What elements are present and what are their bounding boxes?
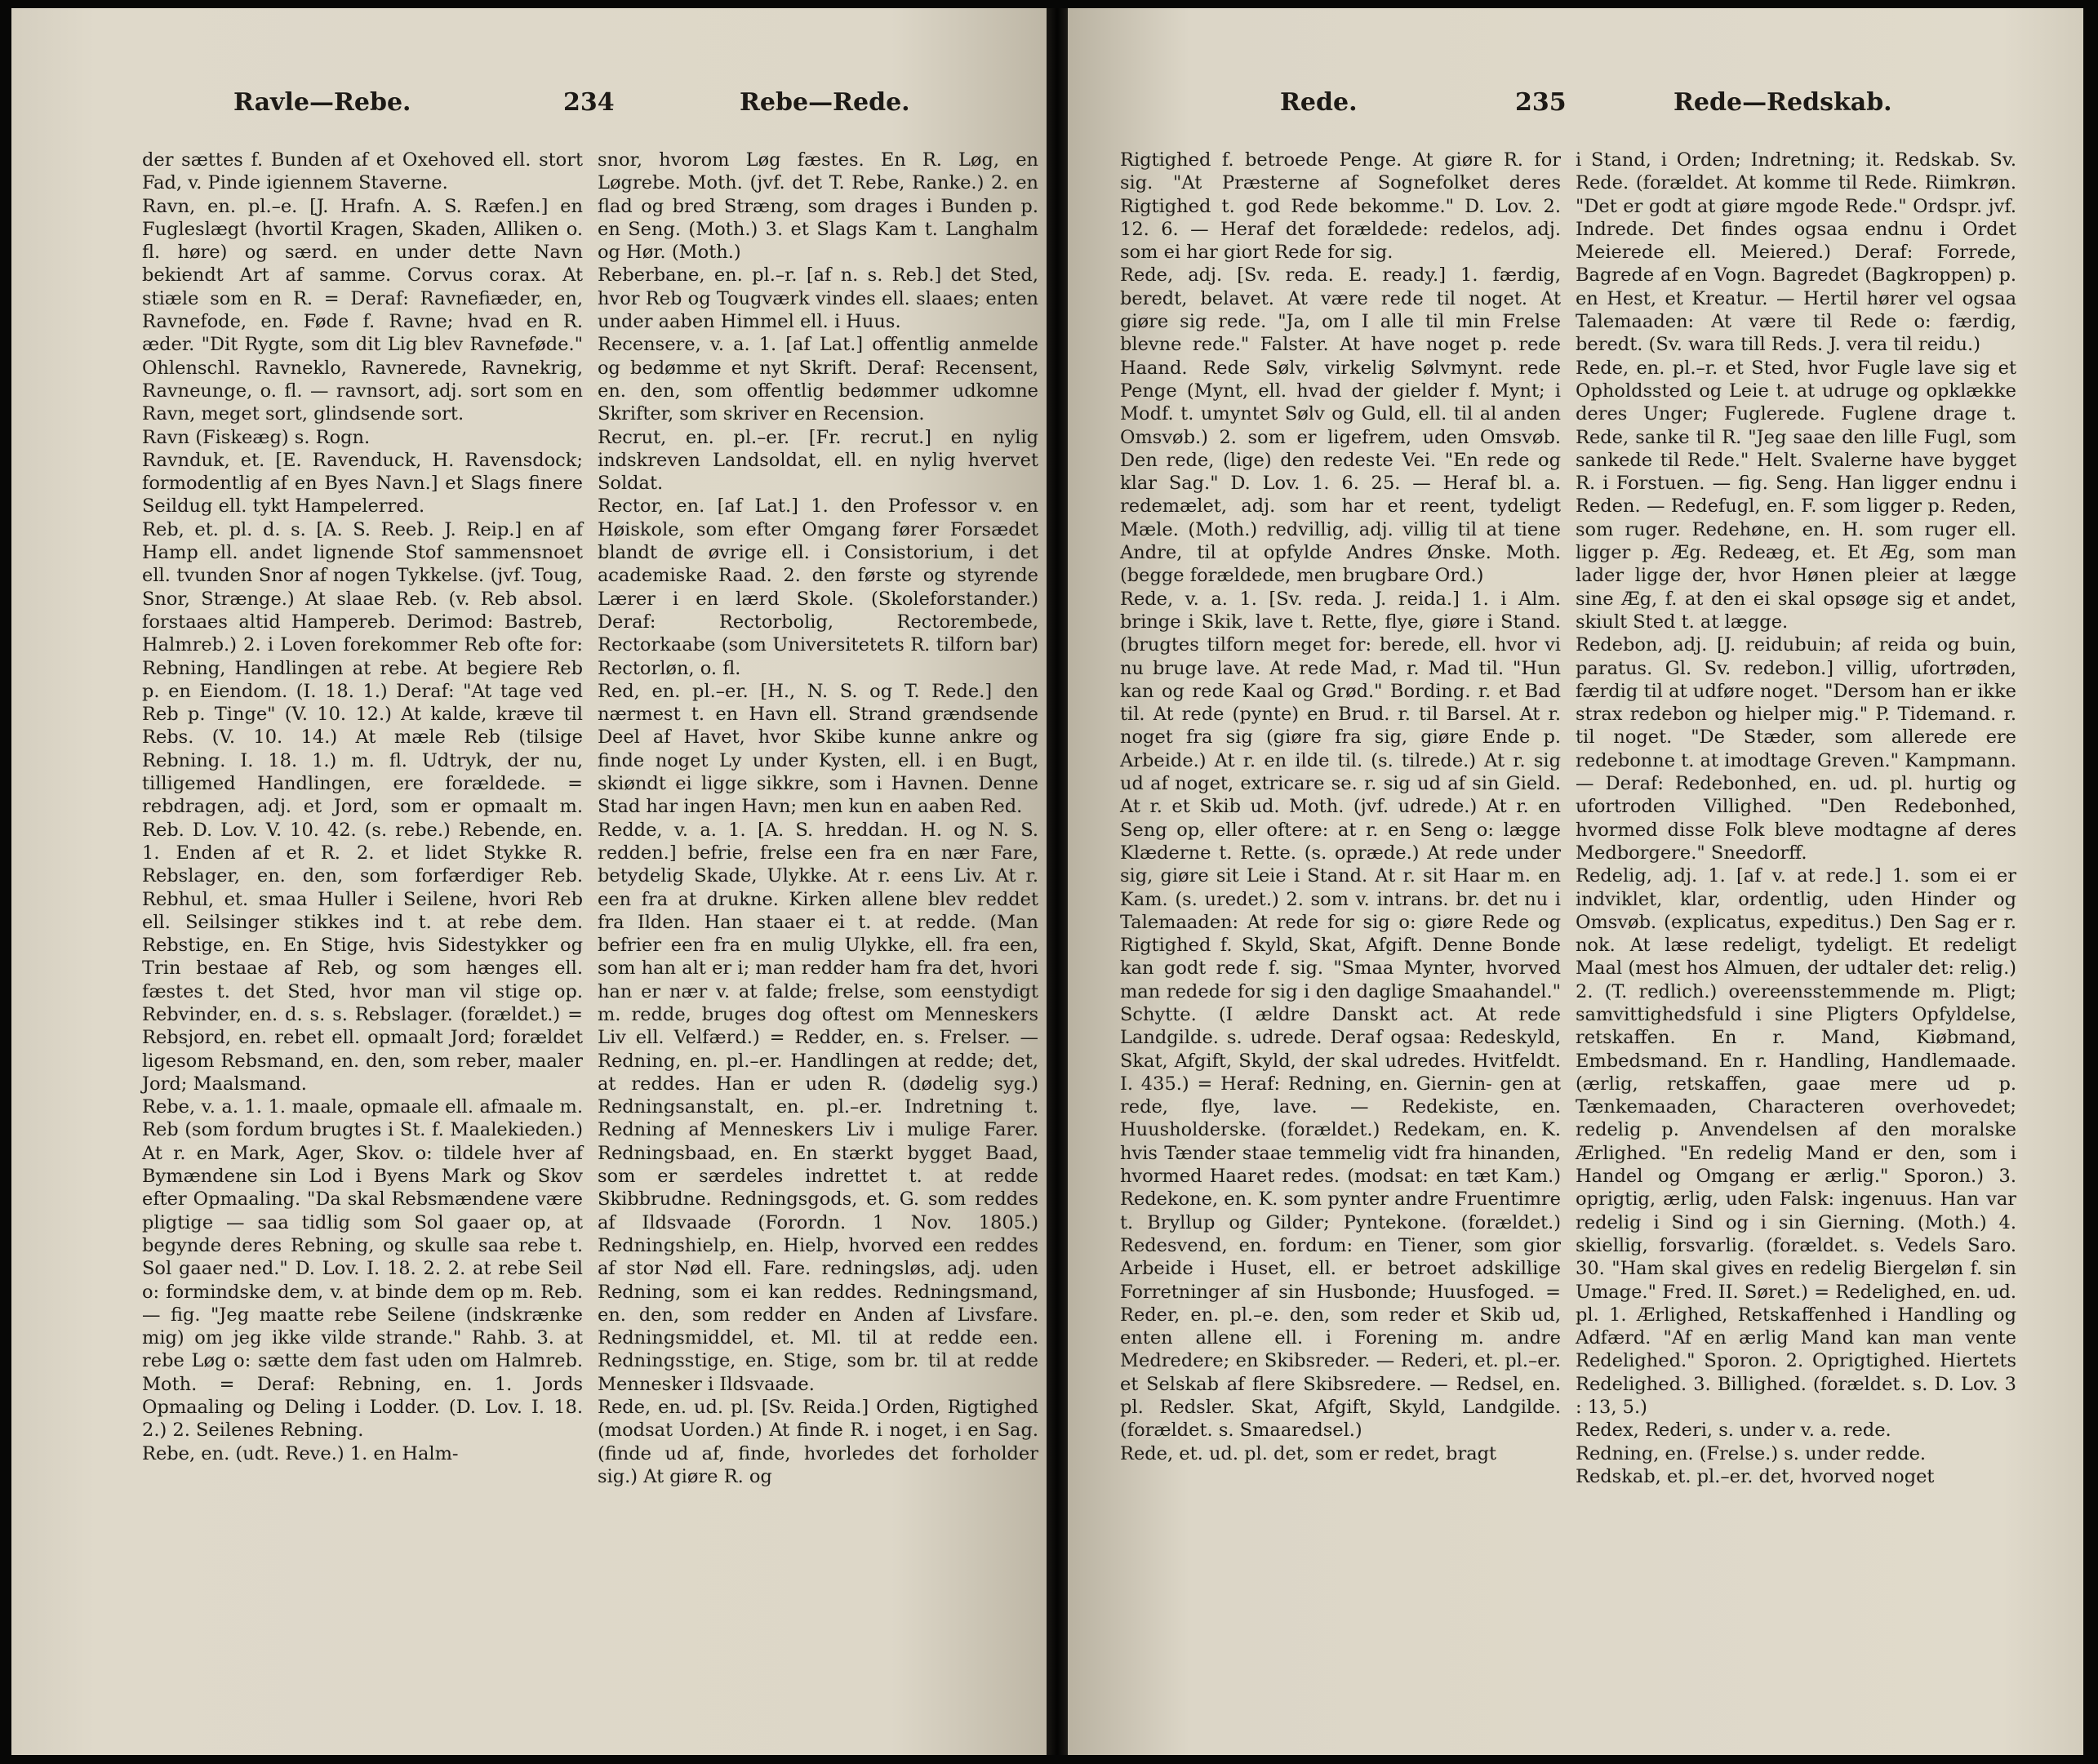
right-column-1: Rigtighed f. betroede Penge. At giøre R. for sig. "At Præsterne af Sognefolket deres Rigtighed t. god Rede bekomme." D. Lov. 2. 12. 6. — Heraf det forældede: redelos, adj. som ei har giort Rede for sig. Rede, adj. [Sv. reda. E. ready.] 1. færdig, beredt, belavet. At være rede til noget. At giøre sig rede. "Ja, om I alle til min Frelse blevne rede." Falster. At have noget p. rede Haand. Rede Sølv, virkelig Sølvmynt. rede Penge (Mynt, ell. hvad der gielder f. Mynt; i Modf. t. umyntet Sølv og Guld, ell. til al anden Omsvøb.) 2. som er ligefrem, uden Omsvøb. Den rede, (lige) den redeste Vei. "En rede og klar Sag." D. Lov. 1. 6. 25. — Heraf bl. a. redemælet, adj. som har et reent, tydeligt Mæle. (Moth.) redvillig, adj. villig til at tiene Andre, til at opfylde Andres Ønske. Moth. (begge forældede, men brugbare Ord.) Rede, v. a. 1. [Sv. reda. J. reida.] 1. i Alm. bringe i Skik, lave t. Rette, flye, giøre i Stand. (brugtes tilforn meget for: berede, ell. hvor vi nu bruge lave. At rede Mad, r. Mad til. "Hun kan og rede Kaal og Grød." Bording. r. et Bad til. At rede (pynte) en Brud. r. til Barsel. At r. noget fra sig (giøre fra sig, giøre Ende p. Arbeide.) At r. en ilde til. (s. tilrede.) At r. sig ud af noget, extricare se. r. sig ud af sin Gield. At r. et Skib ud. Moth. (jvf. udrede.) At r. en Seng op, eller oftere: at r. en Seng o: lægge Klæderne t. Rette. (s. opræde.) At rede under sig, giøre sit Leie i Stand. At r. sit Haar m. en Kam. (s. uredet.) 2. som v. intrans. br. det nu i Talemaaden: At rede for sig o: giøre Rede og Rigtighed f. Skyld, Skat, Afgift. Denne Bonde kan godt rede f. sig. "Smaa Mynter, hvorved man redede for sig i den daglige Smaahandel." Schytte. (I ældre Danskt act. At rede Landgilde. s. udrede. Deraf ogsaa: Redeskyld, Skat, Afgift, Skyld, der skal udredes. Hvitfeldt. I. 435.) = Heraf: Redning, en. Giernin- gen at rede, flye, lave. — Redekiste, en. Huusholderske. (forældet.) Redekam, en. K. hvis Tænder staae temmelig vidt fra hinanden, hvormed Haaret redes. (modsat: en tæt Kam.) Redekone, en. K. som pynter andre Fruentimre t. Bryllup og Gilder; Pyntekone. (forældet.) Redesvend, en. fordum: en Tiener, som gior Arbeide i Huset, ell. er betroet adskillige Forretninger af sin Husbonde; Huusfoged. = Reder, en. pl.–e. den, som reder et Skib ud, enten allene ell. i Forening m. andre Medredere; en Skibsreder. — Rederi, et. pl.–er. et Selskab af flere Skibsredere. — Redsel, en. pl. Redsler. Skat, Afgift, Skyld, Landgilde. (forældet. s. Smaaredsel.) Rede, et. ud. pl. det, som er redet, bragt [1120,149,1561,1464]
left-page [11,8,1047,1755]
header-left-guide: Rede. [1280,88,1358,117]
page-number-right: 235 [1515,88,1567,117]
left-column-1: der sættes f. Bunden af et Oxehoved ell. stort Fad, v. Pinde igiennem Staverne. Ravn, en. pl.–e. [J. Hrafn. A. S. Ræfen.] en Fugleslægt (hvortil Kragen, Skaden, Alliken o. fl. høre) og særd. en under dette Navn bekiendt Art af samme. Corvus corax. At stiæle som en R. = Deraf: Ravnefiæder, en, Ravnefode, en. Føde f. Ravne; hvad en R. æder. "Dit Rygte, som dit Lig blev Ravneføde." Ohlenschl. Ravneklo, Ravnerede, Ravnekrig, Ravneunge, o. fl. — ravnsort, adj. sort som en Ravn, meget sort, glindsende sort. Ravn (Fiskeæg) s. Rogn. Ravnduk, et. [E. Ravenduck, H. Ravensdock; formodentlig af en Byes Navn.] et Slags finere Seildug ell. tykt Hampelerred. Reb, et. pl. d. s. [A. S. Reeb. J. Reip.] en af Hamp ell. andet lignende Stof sammensnoet ell. tvunden Snor af nogen Tykkelse. (jvf. Toug, Snor, Strænge.) At slaae Reb. (v. Reb absol. forstaaes altid Hampereb. Derimod: Bastreb, Halmreb.) 2. i Loven forekommer Reb ofte for: Rebning, Handlingen at rebe. At begiere Reb p. en Eiendom. (I. 18. 1.) Deraf: "At tage ved Reb p. Tinge" (V. 10. 12.) At kalde, kræve til Rebs. (V. 10. 14.) At mæle Reb (tilsige Rebning. I. 18. 1.) m. fl. Udtryk, der nu, tilligemed Handlingen, ere forældede. = rebdragen, adj. et Jord, som er opmaalt m. Reb. D. Lov. V. 10. 42. (s. rebe.) Rebende, en. 1. Enden af et R. 2. et lidet Stykke R. Rebslager, en. den, som forfærdiger Reb. Rebhul, et. smaa Huller i Seilene, hvori Reb ell. Seilsinger stikkes ind t. at rebe dem. Rebstige, en. En Stige, hvis Sidestykker og Trin bestaae af Reb, og som hænges ell. fæstes t. det Sted, hvor man vil stige op. Rebvinder, en. d. s. s. Rebslager. (forældet.) = Rebsjord, en. rebet ell. opmaalt Jord; forældet ligesom Rebsmand, en. den, som reber, maaler Jord; Maalsmand. Rebe, v. a. 1. 1. maale, opmaale ell. afmaale m. Reb (som fordum brugtes i St. f. Maalekieden.) At r. en Mark, Ager, Skov. o: tildele hver af Bymændene sin Lod i Byens Mark og Skov efter Opmaaling. "Da skal Rebsmændene være pligtige — saa tidlig som Sol gaaer op, at begynde deres Rebning, og skulle saa rebe t. Sol gaaer ned." D. Lov. I. 18. 2. 2. at rebe Seil o: formindske dem, v. at binde dem op m. Reb. — fig. "Jeg maatte rebe Seilene (indskrænke mig) om jeg ikke vilde strande." Rahb. 3. at rebe Løg o: sætte dem fast uden om Halmreb. Moth. = Deraf: Rebning, en. 1. Jords Opmaaling og Deling i Lodder. (D. Lov. I. 18. 2.) 2. Seilenes Rebning. Rebe, en. (udt. Reve.) 1. en Halm- [142,149,583,1464]
right-page [1068,8,2083,1755]
left-column-2: snor, hvorom Løg fæstes. En R. Løg, en Løgrebe. Moth. (jvf. det T. Rebe, Ranke.) 2. en flad og bred Stræng, som drages i Bunden p. en Seng. (Moth.) 3. et Slags Kam t. Langhalm og Hør. (Moth.) Reberbane, en. pl.–r. [af n. s. Reb.] det Sted, hvor Reb og Tougværk vindes ell. slaaes; enten under aaben Himmel ell. i Huus. Recensere, v. a. 1. [af Lat.] offentlig anmelde og bedømme et nyt Skrift. Deraf: Recensent, en. den, som offentlig bedømmer udkomne Skrifter, som skriver en Recension. Recrut, en. pl.–er. [Fr. recrut.] en nylig indskreven Landsoldat, ell. en nylig hvervet Soldat. Rector, en. [af Lat.] 1. den Professor v. en Høiskole, som efter Omgang fører Forsædet blandt de øvrige ell. i Consistorium, i det academiske Raad. 2. den første og styrende Lærer i en lærd Skole. (Skoleforstander.) Deraf: Rectorbolig, Rectorembede, Rectorkaabe (som Universitetets R. tilforn bar) Rectorløn, o. fl. Red, en. pl.–er. [H., N. S. og T. Rede.] den nærmest t. en Havn ell. Strand grændsende Deel af Havet, hvor Skibe kunne ankre og finde noget Ly under Kysten, ell. i en Bugt, skiøndt ei ligge sikkre, som i Havnen. Denne Stad har ingen Havn; men kun en aaben Red. Redde, v. a. 1. [A. S. hreddan. H. og N. S. redden.] befrie, frelse een fra en nær Fare, betydelig Skade, Ulykke. At r. eens Liv. At r. een fra at drukne. Kirken allene blev reddet fra Ilden. Han staaer ei t. at redde. (Man befrier een fra en mulig Ulykke, ell. fra een, som han alt er i; man redder ham fra det, hvori han er nær v. at falde; frelse, som eenstydigt m. redde, bruges dog oftest om Menneskers Liv ell. Velfærd.) = Redder, en. s. Frelser. — Redning, en. pl.–er. Handlingen at redde; det, at reddes. Han er uden R. (dødelig syg.) Redningsanstalt, en. pl.–er. Indretning t. Redning af Menneskers Liv i mulige Farer. Redningsbaad, en. En stærkt bygget Baad, som er særdeles indrettet t. at redde Skibbrudne. Redningsgods, et. G. som reddes af Ildsvaade (Forordn. 1 Nov. 1805.) Redningshielp, en. Hielp, hvorved een reddes af stor Nød ell. Fare. redningsløs, adj. uden Redning, som ei kan reddes. Redningsmand, en. den, som redder en Anden af Livsfare. Redningsmiddel, et. Ml. til at redde een. Redningsstige, en. Stige, som br. til at redde Mennesker i Ildsvaade. Rede, en. ud. pl. [Sv. Reida.] Orden, Rigtighed (modsat Uorden.) At finde R. i noget, i en Sag. (finde ud af, finde, hvorledes det forholder sig.) At giøre R. og [598,149,1038,1487]
header-left-guide: Ravle—Rebe. [233,88,411,117]
book-gutter [1047,8,1068,1755]
running-head-left [11,88,1047,129]
header-right-guide: Rebe—Rede. [740,88,910,117]
right-column-2: i Stand, i Orden; Indretning; it. Redskab. Sv. Rede. (forældet. At komme til Rede. Riimkrøn. "Det er godt at giøre mgode Rede." Ordspr. jvf. Indrede. Det findes ogsaa endnu i Ordet Meierede ell. Meiered.) Deraf: Forrede, Bagrede af en Vogn. Bagredet (Bagkroppen) p. en Hest, et Kreatur. — Hertil hører vel ogsaa Talemaaden: At være til Rede o: færdig, beredt. (Sv. wara till Reds. J. vera til reidu.) Rede, en. pl.–r. et Sted, hvor Fugle lave sig et Opholdssted og Leie t. at udruge og opklække deres Unger; Fuglerede. Fuglene drage t. Rede, sanke til R. "Jeg saae den lille Fugl, som sankede til Rede." Helt. Svalerne have bygget R. i Forstuen. — fig. Seng. Han ligger endnu i Reden. — Redefugl, en. F. som ligger p. Reden, som ruger. Redehøne, en. H. som ruger ell. ligger p. Æg. Redeæg, et. Et Æg, som man lader ligge der, hvor Hønen pleier at lægge sine Æg, f. at den ei skal opsøge sig et andet, skiult Sted t. at lægge. Redebon, adj. [J. reidubuin; af reida og buin, paratus. Gl. Sv. redebon.] villig, ufortrøden, færdig til at udføre noget. "Dersom han er ikke strax redebon og hielper mig." P. Tidemand. r. til noget. "De Stæder, som allerede ere redebonne t. at imodtage Greven." Kampmann. — Deraf: Redebonhed, en. ud. pl. hurtig og ufortroden Villighed. "Den Redebonhed, hvormed disse Folk bleve modtagne af deres Medborgere." Sneedorff. Redelig, adj. 1. [af v. at rede.] 1. som ei er indviklet, klar, ordentlig, uden Hinder og Omsvøb. (explicatus, expeditus.) Den Sag er r. nok. At læse redeligt, tydeligt. Et redeligt Maal (mest hos Almuen, der udtaler det: relig.) 2. (T. redlich.) overeensstemmende m. Pligt; samvittighedsfuld i sine Pligters Opfyldelse, retskaffen. En r. Mand, Kiøbmand, Embedsmand. En r. Handling, Handlemaade. (ærlig, retskaffen, gaae mere ud p. Tænkemaaden, Characteren overhovedet; redelig p. Anvendelsen af den moralske Ærlighed. "En redelig Mand er den, som i Handel og Omgang er ærlig." Sporon.) 3. oprigtig, ærlig, uden Falsk: ingenuus. Han var redelig i Sind og i sin Gierning. (Moth.) 4. skiellig, forsvarlig. (forældet. s. Vedels Saro. 30. "Ham skal gives en redelig Biergeløn f. sin Umage." Fred. II. Søret.) = Redelighed, en. ud. pl. 1. Ærlighed, Retskaffenhed i Handling og Adfærd. "Af en ærlig Mand kan man vente Redelighed." Sporon. 2. Oprigtighed. Hiertets Redelighed. 3. Billighed. (forældet. s. D. Lov. 3 : 13, 5.) Redex, Rederi, s. under v. a. rede. Redning, en. (Frelse.) s. under redde. Redskab, et. pl.–er. det, hvorved noget [1576,149,2017,1487]
running-head-right [1068,88,2083,129]
page-number-left: 234 [563,88,615,117]
header-right-guide: Rede—Redskab. [1674,88,1892,117]
